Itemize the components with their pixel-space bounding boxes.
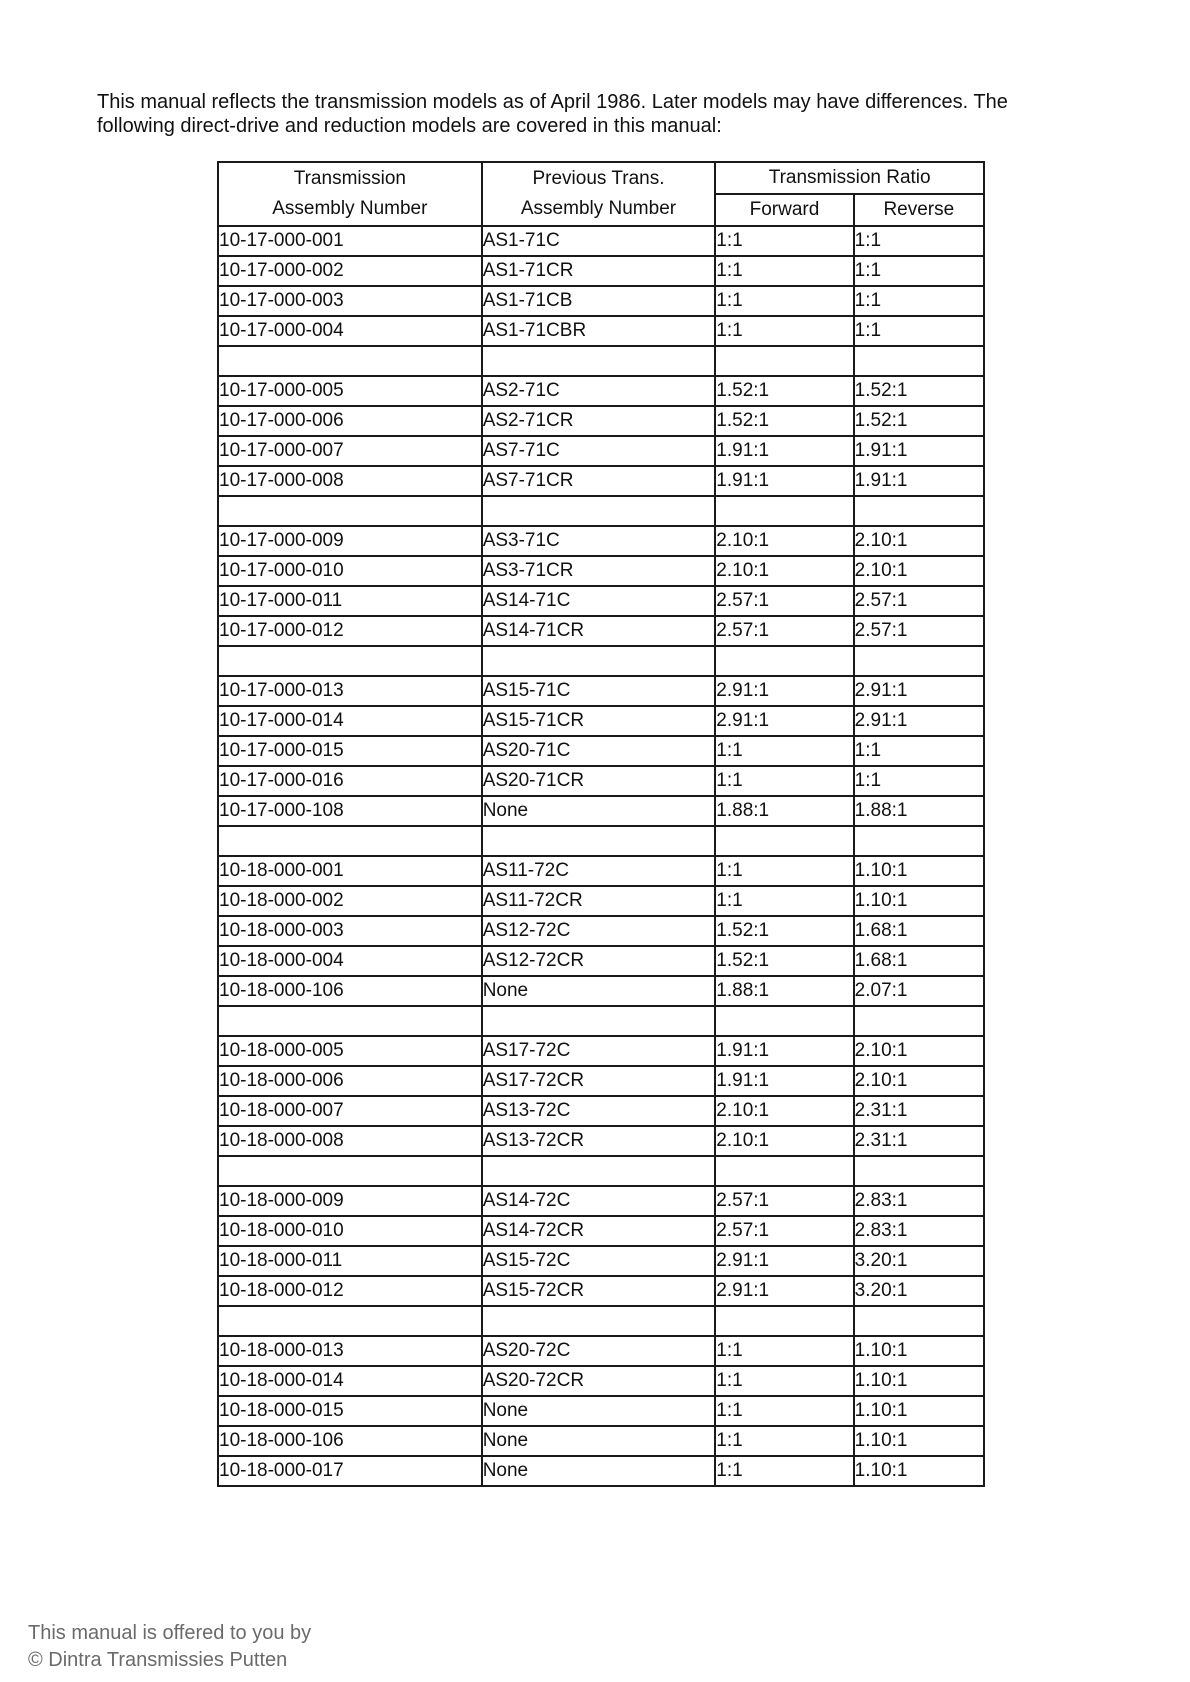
cell-assembly-number: 10-18-000-003 — [218, 916, 482, 946]
cell-forward-ratio: 2.91:1 — [715, 706, 853, 736]
table-row — [218, 706, 984, 736]
cell-reverse-ratio: 2.10:1 — [854, 556, 984, 586]
spacer-cell — [218, 346, 482, 376]
spacer-cell — [715, 826, 853, 856]
spacer-row — [218, 346, 984, 376]
cell-assembly-number: 10-18-000-001 — [218, 856, 482, 886]
cell-forward-ratio: 1.52:1 — [715, 946, 853, 976]
cell-forward-ratio: 1:1 — [715, 1366, 853, 1396]
table-row — [218, 1036, 984, 1066]
spacer-cell — [482, 346, 716, 376]
cell-reverse-ratio: 2.91:1 — [854, 676, 984, 706]
spacer-cell — [715, 496, 853, 526]
intro-line-2: following direct-drive and reduction models are covered in this manual: — [97, 115, 722, 137]
cell-reverse-ratio: 2.31:1 — [854, 1126, 984, 1156]
header-assembly-line1: Transmission — [293, 168, 406, 189]
cell-previous-assembly: AS17-72C — [482, 1036, 716, 1066]
cell-reverse-ratio: 3.20:1 — [854, 1276, 984, 1306]
cell-reverse-ratio: 1:1 — [854, 286, 984, 316]
cell-reverse-ratio: 1.68:1 — [854, 916, 984, 946]
cell-assembly-number: 10-17-000-007 — [218, 436, 482, 466]
cell-assembly-number: 10-18-000-004 — [218, 946, 482, 976]
table-row — [218, 736, 984, 766]
cell-reverse-ratio: 2.07:1 — [854, 976, 984, 1006]
spacer-cell — [715, 1306, 853, 1336]
spacer-cell — [854, 1006, 984, 1036]
cell-previous-assembly: AS14-71CR — [482, 616, 716, 646]
cell-forward-ratio: 1.88:1 — [715, 796, 853, 826]
cell-assembly-number: 10-18-000-106 — [218, 976, 482, 1006]
cell-previous-assembly: AS2-71C — [482, 376, 716, 406]
cell-assembly-number: 10-18-000-008 — [218, 1126, 482, 1156]
cell-previous-assembly: None — [482, 1426, 716, 1456]
cell-assembly-number: 10-18-000-010 — [218, 1216, 482, 1246]
cell-forward-ratio: 1:1 — [715, 286, 853, 316]
spacer-cell — [482, 496, 716, 526]
cell-reverse-ratio: 1.10:1 — [854, 886, 984, 916]
cell-reverse-ratio: 1.10:1 — [854, 1366, 984, 1396]
cell-reverse-ratio: 3.20:1 — [854, 1246, 984, 1276]
cell-forward-ratio: 1:1 — [715, 1426, 853, 1456]
cell-reverse-ratio: 2.91:1 — [854, 706, 984, 736]
cell-assembly-number: 10-18-000-009 — [218, 1186, 482, 1216]
cell-previous-assembly: AS7-71C — [482, 436, 716, 466]
cell-forward-ratio: 1:1 — [715, 1396, 853, 1426]
table-row — [218, 466, 984, 496]
cell-previous-assembly: None — [482, 1456, 716, 1486]
cell-reverse-ratio: 1:1 — [854, 256, 984, 286]
cell-reverse-ratio: 1.88:1 — [854, 796, 984, 826]
cell-assembly-number: 10-17-000-009 — [218, 526, 482, 556]
header-transmission-ratio: Transmission Ratio — [715, 162, 984, 194]
cell-assembly-number: 10-17-000-010 — [218, 556, 482, 586]
table-row — [218, 1366, 984, 1396]
cell-assembly-number: 10-18-000-007 — [218, 1096, 482, 1126]
spacer-cell — [482, 826, 716, 856]
header-previous-line1: Previous Trans. — [532, 168, 665, 189]
cell-forward-ratio: 1.52:1 — [715, 376, 853, 406]
cell-reverse-ratio: 2.57:1 — [854, 586, 984, 616]
cell-forward-ratio: 1.52:1 — [715, 406, 853, 436]
table-row — [218, 766, 984, 796]
header-row-1 — [218, 162, 984, 194]
spacer-row — [218, 1156, 984, 1186]
cell-previous-assembly: AS14-72CR — [482, 1216, 716, 1246]
cell-assembly-number: 10-17-000-008 — [218, 466, 482, 496]
spacer-cell — [715, 1156, 853, 1186]
spacer-row — [218, 1306, 984, 1336]
table-row — [218, 376, 984, 406]
cell-reverse-ratio: 2.83:1 — [854, 1186, 984, 1216]
table-row — [218, 526, 984, 556]
cell-assembly-number: 10-18-000-005 — [218, 1036, 482, 1066]
spacer-cell — [482, 1306, 716, 1336]
cell-previous-assembly: AS12-72C — [482, 916, 716, 946]
cell-previous-assembly: AS7-71CR — [482, 466, 716, 496]
cell-assembly-number: 10-18-000-106 — [218, 1426, 482, 1456]
cell-previous-assembly: AS15-71C — [482, 676, 716, 706]
spacer-cell — [482, 646, 716, 676]
cell-assembly-number: 10-17-000-014 — [218, 706, 482, 736]
cell-forward-ratio: 2.91:1 — [715, 676, 853, 706]
cell-forward-ratio: 1.91:1 — [715, 466, 853, 496]
cell-forward-ratio: 2.57:1 — [715, 1216, 853, 1246]
header-forward: Forward — [715, 194, 853, 226]
cell-previous-assembly: None — [482, 976, 716, 1006]
table-row — [218, 1186, 984, 1216]
table-row — [218, 1126, 984, 1156]
table-row — [218, 976, 984, 1006]
cell-reverse-ratio: 1.10:1 — [854, 1336, 984, 1366]
cell-previous-assembly: AS14-71C — [482, 586, 716, 616]
cell-forward-ratio: 2.10:1 — [715, 1096, 853, 1126]
cell-previous-assembly: AS1-71CBR — [482, 316, 716, 346]
cell-assembly-number: 10-17-000-003 — [218, 286, 482, 316]
cell-forward-ratio: 2.91:1 — [715, 1276, 853, 1306]
cell-assembly-number: 10-17-000-002 — [218, 256, 482, 286]
cell-reverse-ratio: 2.10:1 — [854, 1036, 984, 1066]
cell-reverse-ratio: 2.10:1 — [854, 526, 984, 556]
spacer-cell — [854, 346, 984, 376]
cell-previous-assembly: AS15-72CR — [482, 1276, 716, 1306]
cell-assembly-number: 10-17-000-108 — [218, 796, 482, 826]
spacer-cell — [218, 1156, 482, 1186]
spacer-row — [218, 826, 984, 856]
cell-previous-assembly: AS11-72C — [482, 856, 716, 886]
cell-forward-ratio: 1:1 — [715, 766, 853, 796]
cell-forward-ratio: 1.91:1 — [715, 436, 853, 466]
cell-forward-ratio: 2.91:1 — [715, 1246, 853, 1276]
spacer-cell — [482, 1006, 716, 1036]
cell-forward-ratio: 1:1 — [715, 886, 853, 916]
cell-forward-ratio: 1:1 — [715, 736, 853, 766]
table-row — [218, 1396, 984, 1426]
cell-previous-assembly: AS15-71CR — [482, 706, 716, 736]
cell-assembly-number: 10-18-000-002 — [218, 886, 482, 916]
cell-reverse-ratio: 1.52:1 — [854, 406, 984, 436]
table-row — [218, 1246, 984, 1276]
header-previous-assembly — [482, 162, 716, 226]
spacer-cell — [218, 496, 482, 526]
table-row — [218, 1456, 984, 1486]
cell-previous-assembly: AS20-72CR — [482, 1366, 716, 1396]
cell-reverse-ratio: 1.52:1 — [854, 376, 984, 406]
spacer-cell — [218, 1306, 482, 1336]
intro-line-1: This manual reflects the transmission models as of April 1986. Later models may have differences. The — [97, 91, 1008, 113]
footer-line-2: © Dintra Transmissies Putten — [28, 1649, 288, 1671]
cell-reverse-ratio: 1.10:1 — [854, 1396, 984, 1426]
table-row — [218, 1216, 984, 1246]
spacer-cell — [715, 646, 853, 676]
cell-previous-assembly: AS15-72C — [482, 1246, 716, 1276]
cell-assembly-number: 10-17-000-005 — [218, 376, 482, 406]
cell-assembly-number: 10-18-000-011 — [218, 1246, 482, 1276]
cell-reverse-ratio: 2.83:1 — [854, 1216, 984, 1246]
cell-forward-ratio: 1:1 — [715, 1336, 853, 1366]
cell-previous-assembly: AS13-72CR — [482, 1126, 716, 1156]
spacer-cell — [715, 1006, 853, 1036]
cell-forward-ratio: 1.88:1 — [715, 976, 853, 1006]
cell-reverse-ratio: 1.10:1 — [854, 1456, 984, 1486]
cell-reverse-ratio: 1.91:1 — [854, 466, 984, 496]
cell-previous-assembly: AS3-71CR — [482, 556, 716, 586]
cell-previous-assembly: None — [482, 796, 716, 826]
cell-assembly-number: 10-18-000-017 — [218, 1456, 482, 1486]
spacer-row — [218, 496, 984, 526]
cell-forward-ratio: 2.57:1 — [715, 586, 853, 616]
spacer-cell — [482, 1156, 716, 1186]
cell-reverse-ratio: 1.68:1 — [854, 946, 984, 976]
cell-assembly-number: 10-17-000-006 — [218, 406, 482, 436]
cell-previous-assembly: AS17-72CR — [482, 1066, 716, 1096]
cell-forward-ratio: 1:1 — [715, 856, 853, 886]
transmission-models-table — [217, 161, 985, 1487]
cell-assembly-number: 10-18-000-013 — [218, 1336, 482, 1366]
cell-forward-ratio: 1:1 — [715, 226, 853, 256]
table-row — [218, 1336, 984, 1366]
table-row — [218, 1066, 984, 1096]
footer-credit — [28, 1620, 311, 1674]
cell-previous-assembly: AS1-71C — [482, 226, 716, 256]
spacer-cell — [218, 646, 482, 676]
cell-previous-assembly: AS1-71CB — [482, 286, 716, 316]
cell-assembly-number: 10-17-000-015 — [218, 736, 482, 766]
cell-forward-ratio: 2.10:1 — [715, 526, 853, 556]
table-row — [218, 856, 984, 886]
cell-previous-assembly: AS20-71C — [482, 736, 716, 766]
cell-previous-assembly: AS13-72C — [482, 1096, 716, 1126]
cell-reverse-ratio: 1:1 — [854, 766, 984, 796]
table-row — [218, 616, 984, 646]
header-previous-line2: Assembly Number — [520, 198, 677, 219]
cell-assembly-number: 10-17-000-011 — [218, 586, 482, 616]
cell-forward-ratio: 1:1 — [715, 256, 853, 286]
table-row — [218, 676, 984, 706]
cell-assembly-number: 10-17-000-016 — [218, 766, 482, 796]
cell-reverse-ratio: 1:1 — [854, 316, 984, 346]
cell-forward-ratio: 1.52:1 — [715, 916, 853, 946]
table-row — [218, 436, 984, 466]
cell-forward-ratio: 1:1 — [715, 316, 853, 346]
spacer-row — [218, 1006, 984, 1036]
header-assembly-number — [218, 162, 482, 226]
table-row — [218, 1426, 984, 1456]
table-row — [218, 946, 984, 976]
cell-assembly-number: 10-17-000-013 — [218, 676, 482, 706]
cell-reverse-ratio: 1.10:1 — [854, 856, 984, 886]
spacer-cell — [854, 496, 984, 526]
spacer-cell — [218, 826, 482, 856]
cell-reverse-ratio: 2.10:1 — [854, 1066, 984, 1096]
cell-forward-ratio: 2.10:1 — [715, 556, 853, 586]
table-row — [218, 1096, 984, 1126]
cell-forward-ratio: 1.91:1 — [715, 1066, 853, 1096]
cell-previous-assembly: AS14-72C — [482, 1186, 716, 1216]
spacer-cell — [715, 346, 853, 376]
spacer-cell — [218, 1006, 482, 1036]
table-row — [218, 796, 984, 826]
header-assembly-line2: Assembly Number — [272, 198, 428, 219]
cell-reverse-ratio: 1.91:1 — [854, 436, 984, 466]
spacer-cell — [854, 1306, 984, 1336]
intro-paragraph — [97, 90, 1117, 138]
spacer-row — [218, 646, 984, 676]
table-row — [218, 256, 984, 286]
cell-assembly-number: 10-18-000-006 — [218, 1066, 482, 1096]
cell-assembly-number: 10-17-000-001 — [218, 226, 482, 256]
cell-forward-ratio: 2.57:1 — [715, 1186, 853, 1216]
table-row — [218, 226, 984, 256]
table-row — [218, 316, 984, 346]
cell-reverse-ratio: 1.10:1 — [854, 1426, 984, 1456]
cell-previous-assembly: AS20-71CR — [482, 766, 716, 796]
table-row — [218, 286, 984, 316]
cell-assembly-number: 10-18-000-015 — [218, 1396, 482, 1426]
footer-line-1: This manual is offered to you by — [28, 1622, 312, 1644]
table-row — [218, 586, 984, 616]
cell-reverse-ratio: 1:1 — [854, 736, 984, 766]
cell-reverse-ratio: 2.31:1 — [854, 1096, 984, 1126]
cell-forward-ratio: 2.57:1 — [715, 616, 853, 646]
cell-assembly-number: 10-18-000-014 — [218, 1366, 482, 1396]
cell-assembly-number: 10-17-000-012 — [218, 616, 482, 646]
cell-previous-assembly: AS3-71C — [482, 526, 716, 556]
cell-forward-ratio: 1.91:1 — [715, 1036, 853, 1066]
cell-reverse-ratio: 1:1 — [854, 226, 984, 256]
table-row — [218, 1276, 984, 1306]
table-row — [218, 886, 984, 916]
cell-assembly-number: 10-17-000-004 — [218, 316, 482, 346]
cell-previous-assembly: AS12-72CR — [482, 946, 716, 976]
table-row — [218, 406, 984, 436]
header-reverse: Reverse — [854, 194, 984, 226]
cell-previous-assembly: AS2-71CR — [482, 406, 716, 436]
cell-previous-assembly: AS11-72CR — [482, 886, 716, 916]
spacer-cell — [854, 826, 984, 856]
cell-forward-ratio: 2.10:1 — [715, 1126, 853, 1156]
cell-assembly-number: 10-18-000-012 — [218, 1276, 482, 1306]
cell-reverse-ratio: 2.57:1 — [854, 616, 984, 646]
spacer-cell — [854, 646, 984, 676]
table-row — [218, 916, 984, 946]
cell-previous-assembly: AS20-72C — [482, 1336, 716, 1366]
cell-previous-assembly: None — [482, 1396, 716, 1426]
cell-previous-assembly: AS1-71CR — [482, 256, 716, 286]
spacer-cell — [854, 1156, 984, 1186]
cell-forward-ratio: 1:1 — [715, 1456, 853, 1486]
table-row — [218, 556, 984, 586]
table-body — [218, 226, 984, 1486]
